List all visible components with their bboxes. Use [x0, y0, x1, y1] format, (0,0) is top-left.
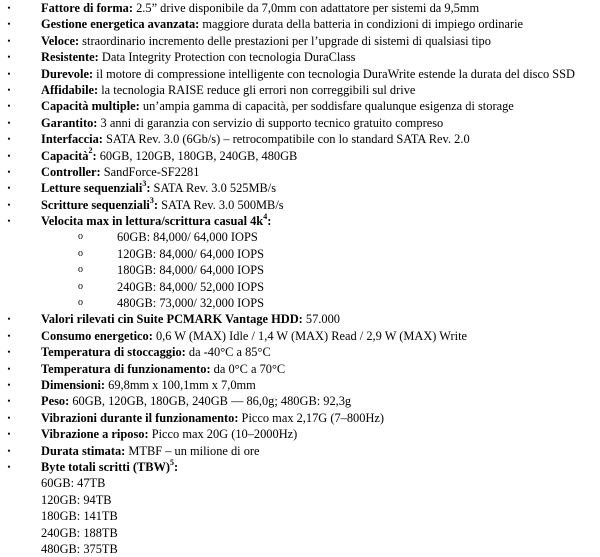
bullet-icon: • [7, 216, 11, 227]
spec-label: Gestione energetica avanzata: [41, 17, 200, 32]
spec-value: MTBF – un milione di ore [125, 443, 260, 458]
tbw-item [0, 525, 600, 541]
spec-text [41, 131, 470, 147]
sub-bullet-icon: o [78, 280, 83, 292]
spec-label-suffix: : [146, 181, 151, 196]
spec-item [0, 410, 600, 426]
spec-item [0, 213, 600, 229]
iops-item [0, 279, 600, 295]
spec-label-text: Letture sequenziali [41, 181, 143, 196]
bullet-icon: • [7, 150, 11, 161]
spec-item [0, 328, 600, 344]
footnote-marker: 3 [142, 179, 147, 189]
spec-label-suffix: : [174, 459, 179, 474]
footnote-marker: 4 [263, 211, 268, 221]
bullet-icon: • [7, 166, 11, 177]
spec-text [41, 33, 491, 49]
spec-label: Resistente: [41, 50, 99, 65]
tbw-text: 60GB: 47TB [41, 476, 106, 491]
spec-label: Controller: [41, 164, 101, 179]
spec-label-suffix: : [153, 197, 159, 212]
iops-item [0, 229, 600, 245]
spec-item [0, 49, 600, 65]
spec-value: Picco max 2,17G (7–800Hz) [238, 410, 385, 425]
spec-value: SATA Rev. 3.0 525MB/s [150, 181, 277, 196]
spec-text [41, 66, 575, 82]
bullet-icon: • [7, 101, 11, 112]
spec-value: 57.000 [302, 312, 340, 327]
spec-value: SandForce-SF2281 [100, 164, 200, 179]
spec-text [41, 459, 178, 475]
bullet-icon: • [7, 412, 11, 423]
spec-value: un’ampia gamma di capacità, per soddisfare qualunque esigenza di storage [139, 99, 514, 114]
bullet-icon: • [7, 68, 11, 79]
bullet-icon: • [7, 199, 11, 210]
spec-value: SATA Rev. 3.0 (6Gb/s) – retrocompatibile con lo standard SATA Rev. 2.0 [102, 132, 470, 147]
spec-text [41, 361, 285, 377]
spec-value: 2.5” drive disponibile da 7,0mm con adattatore per sistemi da 9,5mm [132, 1, 480, 15]
spec-item [0, 197, 600, 213]
bullet-icon: • [7, 347, 11, 358]
spec-text [41, 98, 514, 114]
bullet-icon: • [7, 117, 11, 128]
spec-value: da -40°C a 85°C [185, 345, 271, 360]
bullet-icon: • [7, 52, 11, 63]
iops-item [0, 295, 600, 311]
tbw-item [0, 475, 600, 491]
spec-label-suffix: : [92, 148, 97, 163]
spec-label: Peso: [41, 394, 70, 409]
sub-bullet-icon: o [78, 264, 83, 276]
spec-text [41, 115, 443, 131]
spec-label [41, 181, 150, 195]
iops-item [0, 246, 600, 262]
sub-bullet-icon: o [78, 297, 83, 309]
footnote-marker: 5 [170, 457, 175, 467]
bullet-icon: • [7, 3, 11, 13]
spec-value: SATA Rev. 3.0 500MB/s [158, 197, 284, 212]
spec-label [41, 211, 272, 229]
bullet-icon: • [7, 429, 11, 440]
spec-label: Fattore di forma: [41, 1, 133, 15]
tbw-text: 480GB: 375TB [41, 541, 118, 556]
footnote-marker: 2 [88, 146, 93, 156]
spec-label: Interfaccia: [41, 132, 103, 147]
spec-label-text: Byte totali scritti (TBW) [41, 459, 171, 474]
iops-text: 480GB: 73,000/ 32,000 IOPS [117, 296, 264, 311]
spec-text [41, 16, 523, 32]
spec-text [41, 377, 256, 393]
bullet-icon: • [7, 84, 11, 95]
tbw-text: 240GB: 188TB [41, 525, 118, 540]
spec-label: Garantito: [41, 115, 98, 130]
spec-label: Vibrazioni durante il funzionamento: [41, 410, 239, 425]
bullet-icon: • [7, 363, 11, 374]
iops-text: 180GB: 84,000/ 64,000 IOPS [117, 263, 264, 278]
spec-text [41, 443, 260, 459]
sub-bullet-icon: o [78, 231, 83, 243]
spec-label: Veloce: [41, 33, 80, 48]
spec-item [0, 344, 600, 360]
spec-label-text: Velocita max in lettura/scrittura casual 4k [41, 214, 264, 229]
bullet-icon: • [7, 35, 11, 46]
spec-label-text: Capacità [41, 148, 89, 163]
spec-item [0, 148, 600, 164]
footnote-marker: 3 [149, 195, 154, 205]
spec-value: 3 anni di garanzia con servizio di supporto tecnico gratuito compreso [97, 115, 444, 130]
spec-value: straordinario incremento delle prestazioni per l’upgrade di sistemi di qualsiasi tipo [79, 33, 491, 48]
spec-text [41, 164, 199, 180]
spec-item [0, 443, 600, 459]
spec-text [41, 148, 297, 164]
spec-label-suffix: : [267, 214, 272, 229]
spec-text [41, 49, 356, 65]
spec-item [0, 164, 600, 180]
iops-text: 60GB: 84,000/ 64,000 IOPS [117, 230, 258, 245]
spec-label [41, 195, 159, 212]
spec-item [0, 459, 600, 475]
spec-value: 0,6 W (MAX) Idle / 1,4 W (MAX) Read / 2,9 W (MAX) Write [152, 328, 468, 343]
tbw-item [0, 541, 600, 557]
bullet-icon: • [7, 396, 11, 407]
tbw-text: 180GB: 141TB [41, 509, 118, 524]
tbw-item [0, 508, 600, 524]
spec-text [41, 213, 271, 229]
spec-text [41, 197, 284, 213]
spec-label: Durata stimata: [41, 443, 126, 458]
spec-label: Temperatura di funzionamento: [41, 361, 211, 376]
spec-value: Picco max 20G (10–2000Hz) [148, 427, 298, 442]
spec-label: Consumo energetico: [41, 328, 153, 343]
bullet-icon: • [7, 183, 11, 194]
sub-bullet-icon: o [78, 247, 83, 259]
spec-item [0, 115, 600, 131]
spec-item [0, 82, 600, 98]
spec-label: Valori rilevati cin Suite PCMARK Vantage HDD: [41, 312, 303, 327]
tbw-item [0, 492, 600, 508]
spec-value: 60GB, 120GB, 180GB, 240GB — 86,0g; 480GB: 92,3g [69, 394, 352, 409]
iops-item [0, 262, 600, 278]
spec-value: Data Integrity Protection con tecnologia DuraClass [98, 50, 356, 65]
iops-text: 120GB: 84,000/ 64,000 IOPS [117, 246, 264, 261]
spec-value: 60GB, 120GB, 180GB, 240GB, 480GB [96, 148, 298, 163]
iops-text: 240GB: 84,000/ 52,000 IOPS [117, 279, 264, 294]
spec-item [0, 16, 600, 32]
tbw-text: 120GB: 94TB [41, 492, 112, 507]
spec-label: Durevole: [41, 66, 94, 81]
bullet-icon: • [7, 461, 11, 472]
spec-text [41, 426, 297, 442]
spec-item [0, 180, 600, 196]
spec-text [41, 311, 340, 327]
spec-item [0, 361, 600, 377]
bullet-icon: • [7, 134, 11, 145]
spec-label [41, 146, 97, 163]
spec-text [41, 393, 351, 409]
spec-label [41, 457, 179, 474]
spec-text [41, 344, 271, 360]
spec-label: Dimensioni: [41, 377, 106, 392]
spec-label: Temperatura di stoccaggio: [41, 345, 186, 360]
spec-value: 69,8mm x 100,1mm x 7,0mm [105, 377, 256, 392]
spec-item [0, 377, 600, 393]
bullet-icon: • [7, 314, 11, 325]
spec-item [0, 393, 600, 409]
spec-item [0, 33, 600, 49]
spec-label: Vibrazione a riposo: [41, 427, 149, 442]
spec-item [0, 0, 600, 16]
bullet-icon: • [7, 379, 11, 390]
spec-label-text: Scritture sequenziali [41, 197, 150, 212]
bullet-icon: • [7, 445, 11, 456]
spec-label: Affidabile: [41, 82, 99, 97]
spec-text [41, 180, 276, 196]
spec-text [41, 328, 467, 344]
spec-item [0, 98, 600, 114]
spec-text [41, 410, 384, 426]
spec-item [0, 66, 600, 82]
spec-value: maggiore durata della batteria in condizioni di impiego ordinarie [199, 17, 524, 32]
bullet-icon: • [7, 330, 11, 341]
spec-item [0, 426, 600, 442]
spec-value: il motore di compressione intelligente con tecnologia DuraWrite estende la durata del disco SSD [93, 66, 575, 81]
bullet-icon: • [7, 19, 11, 30]
spec-value: la tecnologia RAISE reduce gli errori non correggibili sul drive [98, 82, 416, 97]
spec-text [41, 82, 415, 98]
spec-text [41, 0, 479, 16]
spec-value: da 0°C a 70°C [210, 361, 286, 376]
spec-label: Capacità multiple: [41, 99, 140, 114]
spec-item [0, 311, 600, 327]
